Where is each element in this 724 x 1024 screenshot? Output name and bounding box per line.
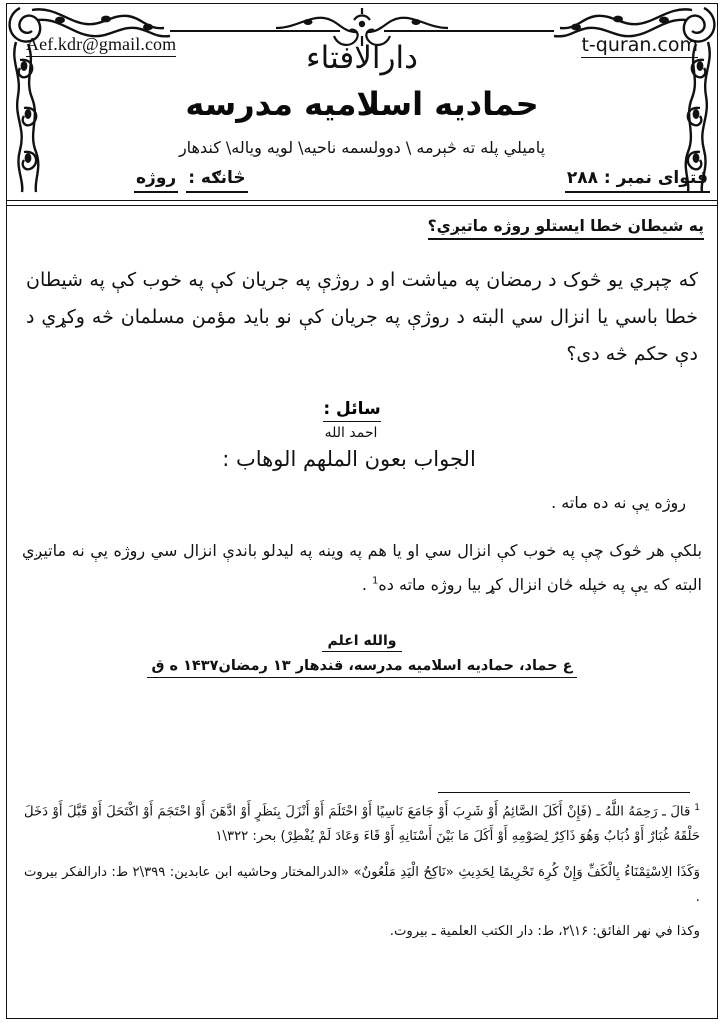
- asker-label-wrap: [20, 399, 704, 422]
- footnote-marker: 1: [694, 803, 700, 813]
- footnote-text: قالَ ـ رَحِمَهُ اللَّهُ ـ (فَإِنْ أَكَلَ الصَّائِمُ أَوْ شَرِبَ أَوْ جَامَعَ نَاسِيًا أَوْ احْتَلَمَ أَوْ أَنْزَلَ بِنَظَرٍ أَوْ ادَّهَنَ أَوْ احْتَجَمَ أَوْ اكْتَحَلَ أَوْ قَبَّلَ أَوْ دَخَلَ حَلْقَهُ غُبَارٌ أَوْ ذُبَابٌ وَهُوَ ذَاكِرٌ لِصَوْمِهِ أَوْ أَكَلَ مَا بَيْنَ أَسْنَانِهِ أَوْ قَاءَ وَعَادَ لَمْ يُفْطِرْ) بحر: ۳۲۲\۱: [24, 804, 700, 844]
- footnote-item: [24, 924, 700, 939]
- madrasa-name-title: حماديه اسلاميه مدرسه: [185, 85, 539, 123]
- question-title: په شيطان خطا ايستلو روژه ماتيږي؟: [428, 217, 704, 240]
- header-ornament-rule-right: [384, 30, 554, 32]
- contact-email: Aef.kdr@gmail.com: [26, 34, 176, 57]
- asker-name: احمد الله: [324, 425, 378, 442]
- madrasa-address: پاميلي پله ته څېرمه \ دوولسمه ناحيه\ لويه وياله\ کندهار: [178, 138, 546, 157]
- header-separator-rule-top: [6, 200, 718, 201]
- closing-block: [0, 630, 724, 678]
- category-label: څانګه :: [186, 168, 247, 193]
- footnote-separator-rule: [438, 792, 690, 793]
- footnote-text: وكذا في نهر الفائق: ۱۶\۲، ط: دار الكتب العلمية ـ بيروت.: [389, 924, 700, 940]
- answer-line-2-text: بلکې هر څوک چې په خوب کې انزال سي او يا هم په وينه په ليدلو باندې انزال سي روژه يې نه ماتيږي البته که يې په خپله څان انزال کړ بيا روژه ماته ده: [22, 541, 702, 594]
- signature-line: ع حماد، حماديه اسلاميه مدرسه، قندهار ۱۳ رمضان۱۴۳۷ ه ق: [147, 658, 576, 678]
- wallahu-alam-wrap: [0, 630, 724, 652]
- answer-line-2: بلکې هر څوک چې په خوب کې انزال سي او يا هم په وينه په ليدلو باندې انزال سي روژه يې نه ماتيږي البته که يې په خپله څان انزال کړ بيا روژه ماته ده$^1$ .: [22, 541, 702, 594]
- fatwa-number: فتواى نمبر : ۲۸۸: [565, 168, 710, 193]
- answer-heading: الجواب بعون الملهم الوهاب :: [222, 447, 476, 472]
- category-value: روژه: [134, 168, 178, 193]
- document-body: [20, 216, 704, 601]
- header-separator-rule-bottom: [6, 205, 718, 206]
- wallahu-alam: والله اعلم: [322, 633, 403, 652]
- footnotes-section: [24, 800, 700, 939]
- fatwa-meta-row: [14, 168, 710, 198]
- category-group: [134, 168, 248, 193]
- question-title-wrap: [20, 216, 704, 262]
- asker-label: سائل :: [323, 399, 380, 422]
- footnote-item: [24, 800, 700, 849]
- footnote-item: [24, 861, 700, 910]
- website-url: t-quran.com: [581, 34, 698, 56]
- question-body: که چېري يو څوک د رمضان په مياشت او د روژې په جريان کې په خوب کې په شيطان خطا باسي يا انزال سي البته د روژې په جريان کې نو بايد مؤمن مسلمان څه وکړي د دې حکم څه دى؟: [26, 269, 698, 366]
- darulifta-title: دارالافتاء: [306, 40, 418, 76]
- signature-wrap: [0, 652, 724, 678]
- answer-line-1: روژه يې نه ده ماته .: [551, 493, 686, 513]
- header-ornament-rule-left: [170, 30, 340, 32]
- footnote-text: وَكَذَا الِاسْتِمْنَاءُ بِالْكَفِّ وَإِنْ كُرِهَ تَحْرِيمًا لِحَدِيثِ «نَاكِحُ الْيَدِ مَلْعُونٌ» «الدرالمختار وحاشيه ابن عابدين: ۳۹۹\۲ ط: دارالفکر بيروت .: [24, 865, 700, 905]
- footnote-reference-marker: 1: [372, 575, 379, 587]
